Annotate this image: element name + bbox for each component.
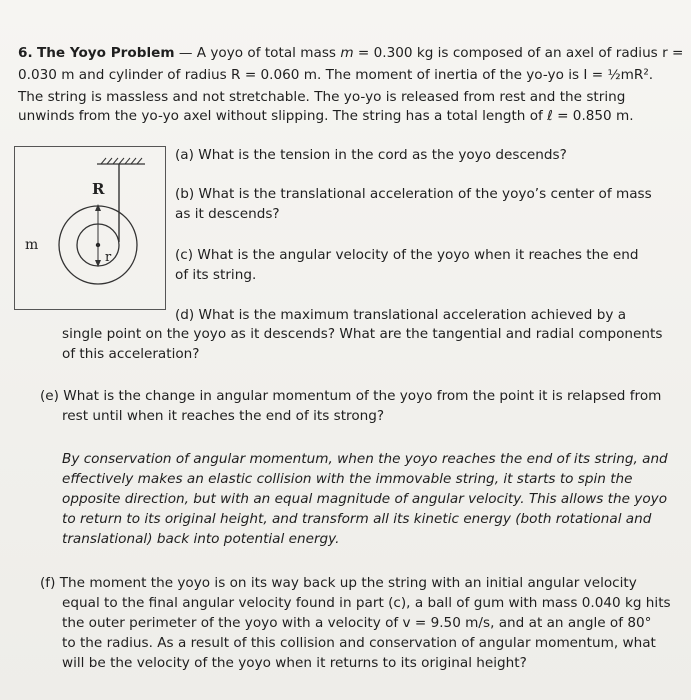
label-m: m bbox=[25, 237, 39, 253]
label-r: r bbox=[105, 250, 112, 265]
problem-number: 6. bbox=[18, 45, 33, 61]
answer-e-line-3: opposite direction, but with an equal magnitude of angular velocity. This allows the yoyo bbox=[62, 491, 668, 507]
question-e-line-2: rest until when it reaches the end of its strong? bbox=[62, 408, 385, 424]
problem-line-2: 0.030 m and cylinder of radius R = 0.060 m. The moment of inertia of the yo-yo is I = ½mR². bbox=[18, 67, 654, 83]
yoyo-diagram bbox=[15, 147, 167, 311]
question-f-line-4: to the radius. As a result of this collision and conservation of angular momentum, what bbox=[62, 635, 656, 651]
question-f-line-5: will be the velocity of the yoyo when it returns to its original height? bbox=[62, 655, 527, 671]
intro-text-b: = 0.300 kg is composed of an axel of radius r = bbox=[353, 45, 684, 61]
question-c-line-1: (c) What is the angular velocity of the yoyo when it reaches the end bbox=[175, 247, 639, 263]
question-d-line-3: of this acceleration? bbox=[62, 346, 200, 362]
radius-R-arrow bbox=[95, 204, 101, 211]
problem-title: The Yoyo Problem bbox=[36, 45, 175, 61]
intro-text-a: — A yoyo of total mass bbox=[174, 45, 341, 61]
question-e-line-1: (e) What is the change in angular momentum of the yoyo from the point it is relapsed from bbox=[40, 388, 662, 404]
question-b-line-1: (b) What is the translational acceleration of the yoyo’s center of mass bbox=[175, 186, 652, 202]
ceiling-hatch bbox=[101, 158, 142, 164]
question-b-line-2: as it descends? bbox=[175, 206, 280, 222]
question-a: (a) What is the tension in the cord as the yoyo descends? bbox=[175, 147, 567, 163]
answer-e-line-2: effectively makes an elastic collision with the immovable string, it starts to spin the bbox=[62, 471, 633, 487]
question-c-line-2: of its string. bbox=[175, 267, 257, 283]
question-d-line-2: single point on the yoyo as it descends? What are the tangential and radial components bbox=[62, 326, 663, 342]
label-R: R bbox=[92, 180, 105, 198]
answer-e-line-5: translational) back into potential energy. bbox=[62, 531, 340, 547]
answer-e-line-4: to return to its original height, and transform all its kinetic energy (both rotational and bbox=[62, 511, 652, 527]
question-f-line-1: (f) The moment the yoyo is on its way back up the string with an initial angular velocity bbox=[40, 575, 637, 591]
problem-line-1 bbox=[18, 44, 683, 63]
problem-line-3: The string is massless and not stretchable. The yo-yo is released from rest and the string bbox=[18, 89, 626, 105]
question-f-line-3: the outer perimeter of the yoyo with a velocity of v = 9.50 m/s, and at an angle of 80° bbox=[62, 615, 652, 631]
yoyo-figure bbox=[14, 146, 166, 310]
question-f-line-2: equal to the final angular velocity found in part (c), a ball of gum with mass 0.040 kg hits bbox=[62, 595, 671, 611]
mass-variable: m bbox=[340, 45, 354, 61]
question-d-line-1: (d) What is the maximum translational acceleration achieved by a bbox=[175, 307, 627, 323]
answer-e-line-1: By conservation of angular momentum, when the yoyo reaches the end of its string, and bbox=[62, 451, 668, 467]
problem-line-4: unwinds from the yo-yo axel without slipping. The string has a total length of ℓ = 0.850 m. bbox=[18, 108, 634, 124]
